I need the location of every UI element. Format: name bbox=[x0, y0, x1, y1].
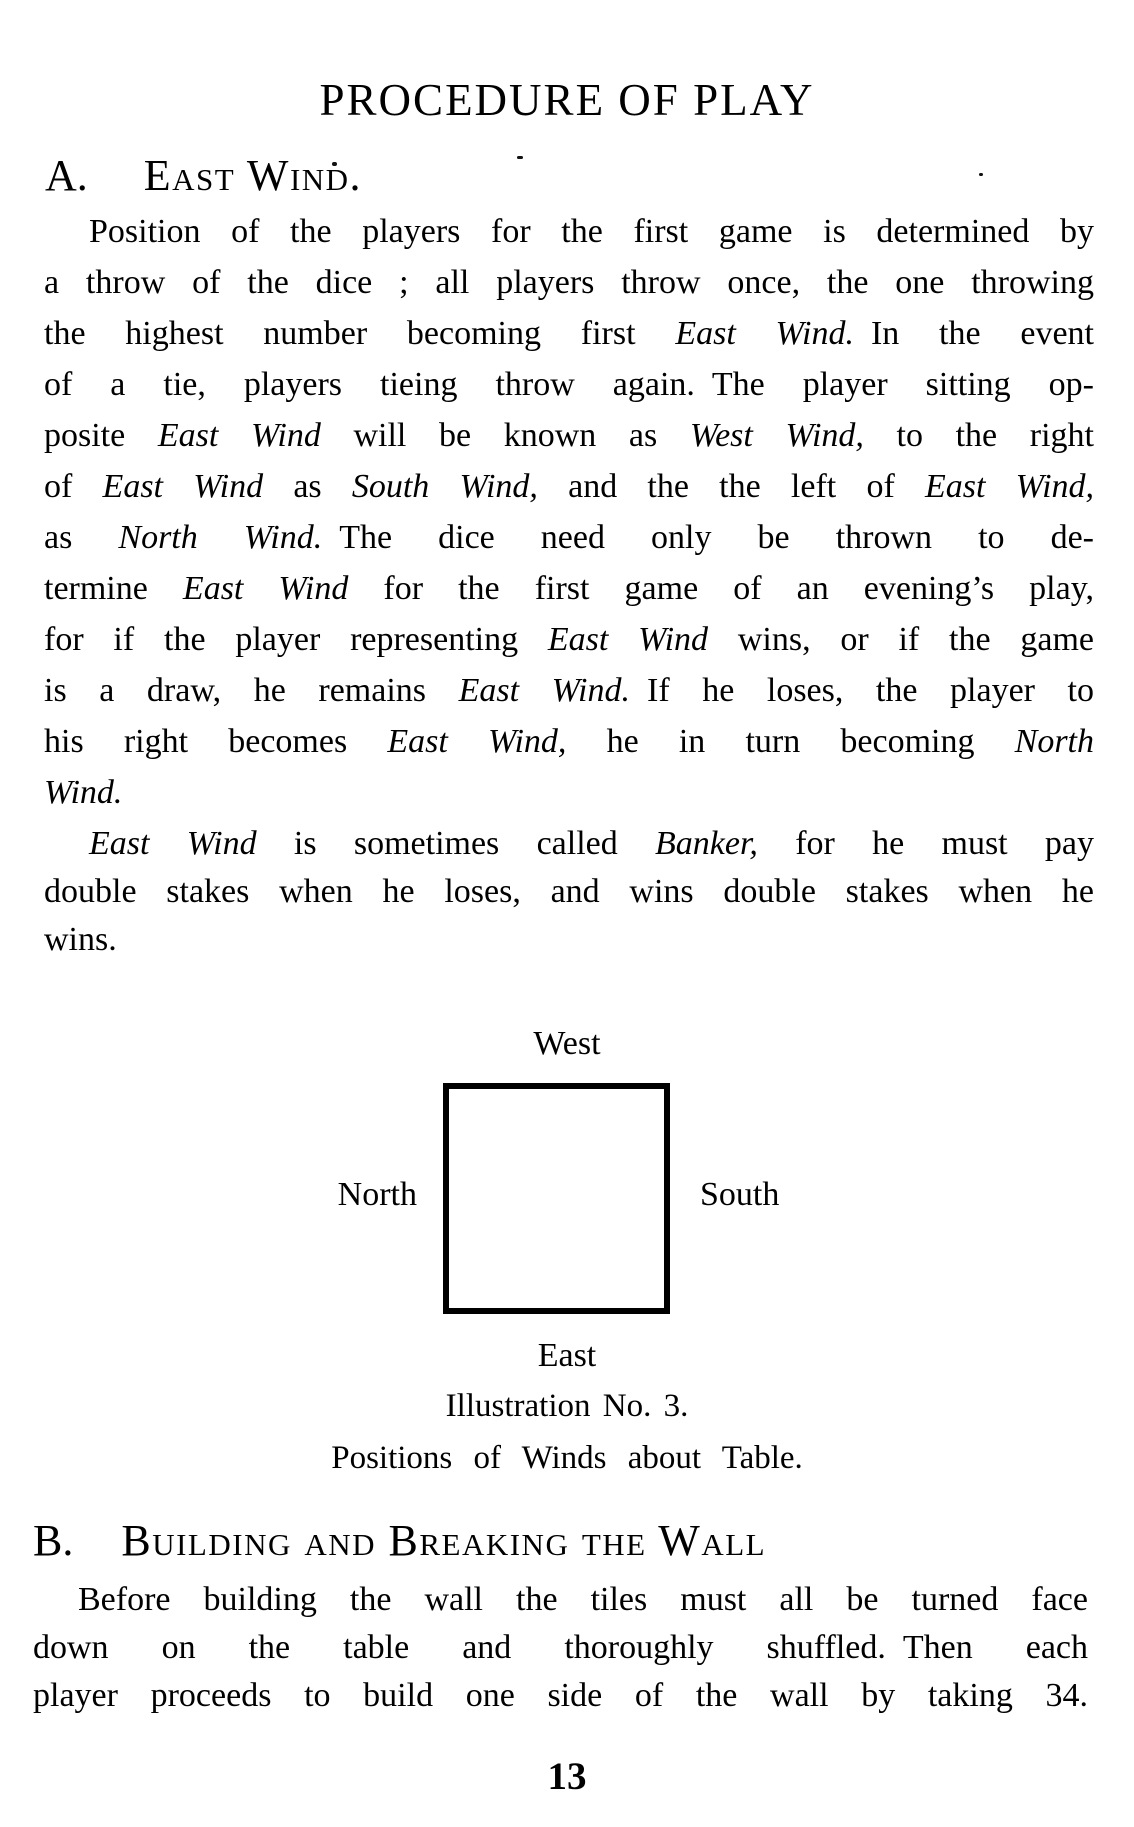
text-line bbox=[44, 716, 1094, 767]
scan-speck bbox=[979, 173, 983, 176]
text-run: wins. bbox=[44, 921, 117, 958]
text-run: a throw of the dice ; all players throw once, the one throwing bbox=[44, 264, 1094, 301]
italic-text-run: North Wind. bbox=[118, 519, 323, 556]
text-run: If he loses, the player to bbox=[630, 672, 1095, 709]
italic-text-run: Wind. bbox=[44, 774, 123, 811]
text-line bbox=[44, 257, 1094, 308]
italic-text-run: East Wind, bbox=[387, 723, 567, 760]
wind-label-east: East bbox=[537, 1337, 597, 1374]
text-run: he in turn becoming bbox=[566, 723, 1015, 760]
text-run: as bbox=[44, 519, 119, 556]
text-line bbox=[44, 359, 1094, 410]
text-line bbox=[44, 614, 1094, 665]
wind-label-north: North bbox=[337, 1176, 417, 1213]
text-line bbox=[44, 563, 1094, 614]
scan-speck bbox=[517, 156, 523, 159]
text-line bbox=[44, 461, 1094, 512]
section-a-heading bbox=[45, 151, 363, 200]
text-run: Before building the wall the tiles must all be turned face bbox=[78, 1581, 1088, 1618]
paragraph-building-wall bbox=[33, 1576, 1088, 1720]
italic-text-run: South Wind, bbox=[351, 468, 538, 505]
italic-text-run: Banker, bbox=[655, 825, 758, 862]
text-line bbox=[33, 1624, 1088, 1672]
text-run: of a tie, players tieing throw again. The player sitting op- bbox=[44, 366, 1094, 403]
text-run: is a draw, he remains bbox=[44, 672, 459, 709]
text-line bbox=[44, 512, 1094, 563]
text-line bbox=[44, 868, 1094, 916]
italic-text-run: East Wind bbox=[157, 417, 321, 454]
text-run: for if the player representing bbox=[44, 621, 548, 658]
text-run: for he must pay bbox=[757, 825, 1094, 862]
paragraph-east-wind-2 bbox=[44, 820, 1094, 964]
italic-text-run: West Wind, bbox=[689, 417, 864, 454]
text-run: of bbox=[44, 468, 103, 505]
text-run: is sometimes called bbox=[256, 825, 656, 862]
section-a-label: A. bbox=[45, 151, 88, 200]
illustration-caption-number: Illustration No. 3. bbox=[445, 1388, 689, 1424]
section-b-title: Building and Breaking the Wall bbox=[121, 1516, 767, 1565]
text-run: for the first game of an evening’s play, bbox=[348, 570, 1094, 607]
text-run: down on the table and thoroughly shuffled. Then each bbox=[33, 1629, 1088, 1666]
text-run: as bbox=[263, 468, 352, 505]
text-run: Position of the players for the first game is determined by bbox=[89, 213, 1094, 250]
text-run: The dice need only be thrown to de- bbox=[322, 519, 1095, 556]
text-line bbox=[44, 767, 1094, 818]
section-b-label: B. bbox=[33, 1516, 74, 1565]
paragraph-east-wind-1 bbox=[44, 206, 1094, 818]
italic-text-run: East Wind. bbox=[675, 315, 854, 352]
italic-text-run: East Wind, bbox=[924, 468, 1095, 505]
text-run: termine bbox=[44, 570, 183, 607]
table-diagram-square bbox=[443, 1083, 670, 1314]
text-line bbox=[33, 1672, 1088, 1720]
text-run: his right becomes bbox=[44, 723, 388, 760]
text-run: and the the left of bbox=[537, 468, 925, 505]
text-run: wins, or if the game bbox=[708, 621, 1094, 658]
text-run: the highest number becoming first bbox=[44, 315, 676, 352]
italic-text-run: East Wind. bbox=[458, 672, 630, 709]
text-line bbox=[33, 1576, 1088, 1624]
text-line bbox=[44, 820, 1094, 868]
italic-text-run: East Wind bbox=[182, 570, 349, 607]
section-a-title: East Wind. bbox=[143, 151, 363, 200]
italic-text-run: East Wind bbox=[547, 621, 709, 658]
text-run: posite bbox=[44, 417, 158, 454]
italic-text-run: East Wind bbox=[89, 825, 257, 862]
text-run: to the right bbox=[863, 417, 1094, 454]
italic-text-run: North bbox=[1014, 723, 1094, 760]
page-number: 13 bbox=[547, 1755, 587, 1798]
text-run: player proceeds to build one side of the wall by taking 34. bbox=[33, 1677, 1088, 1714]
text-run: double stakes when he loses, and wins double stakes when he bbox=[44, 873, 1094, 910]
italic-text-run: East Wind bbox=[102, 468, 264, 505]
text-run: In the event bbox=[853, 315, 1094, 352]
text-line bbox=[44, 665, 1094, 716]
illustration-caption-title: Positions of Winds about Table. bbox=[331, 1440, 803, 1476]
page-title: PROCEDURE OF PLAY bbox=[319, 75, 815, 125]
text-line bbox=[44, 308, 1094, 359]
text-line bbox=[44, 410, 1094, 461]
wind-label-west: West bbox=[533, 1025, 601, 1062]
section-b-heading bbox=[33, 1516, 767, 1565]
wind-label-south: South bbox=[700, 1176, 780, 1213]
text-line bbox=[44, 916, 1094, 964]
text-line bbox=[44, 206, 1094, 257]
text-run: will be known as bbox=[320, 417, 690, 454]
